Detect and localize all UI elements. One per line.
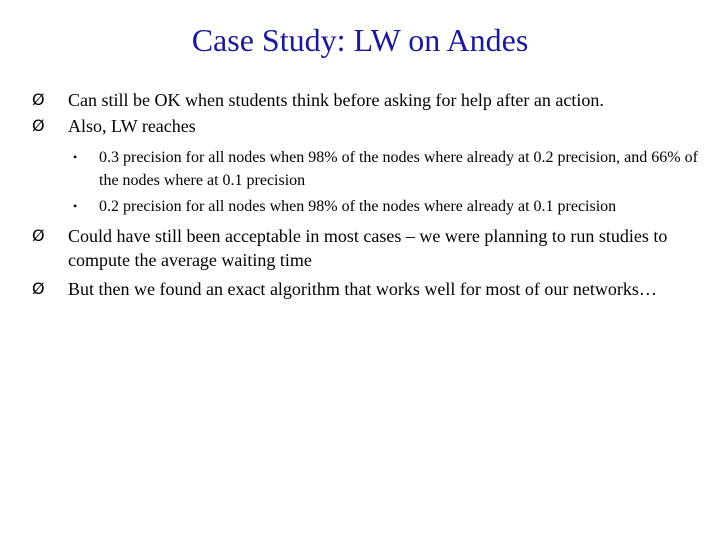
bullet-item [0,114,720,138]
sub-bullet-text: 0.2 precision for all nodes when 98% of the nodes where already at 0.1 precision [99,198,617,215]
bullet-item [0,88,720,112]
bullet-text: Also, LW reaches [68,116,196,136]
arrow-bullet-icon: Ø [32,226,45,245]
bullet-item [0,224,720,272]
bullet-text: Can still be OK when students think before asking for help after an action. [68,90,604,110]
sub-bullet-text: 0.3 precision for all nodes when 98% of the nodes where already at 0.2 precision, and 66% of the nodes where at 0.1 precision [99,149,698,189]
arrow-bullet-icon: Ø [32,116,45,135]
dot-bullet-icon: • [73,199,78,213]
bullet-text: But then we found an exact algorithm that works well for most of our networks… [68,279,657,299]
sub-bullet-item [0,195,720,218]
sub-bullet-item [0,146,720,192]
arrow-bullet-icon: Ø [32,90,45,109]
arrow-bullet-icon: Ø [32,279,45,298]
dot-bullet-icon: • [73,150,78,164]
bullet-list [0,88,720,301]
bullet-text: Could have still been acceptable in most cases – we were planning to run studies to compute the average waiting time [68,226,668,270]
slide-title: Case Study: LW on Andes [191,22,529,58]
bullet-item [0,277,720,301]
